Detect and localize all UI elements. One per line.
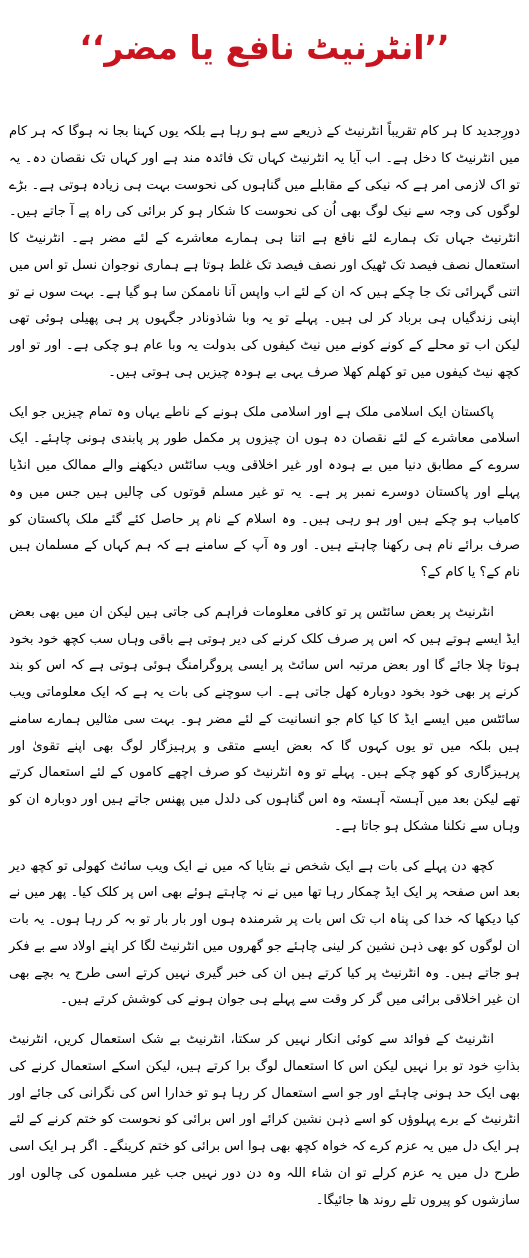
article-paragraph-5: انٹرنیٹ کے فوائد سے کوئی انکار نہیں کر سکتا، انٹرنیٹ بے شک استعمال کریں، انٹرنیٹ بذاتِ خود تو برا نہیں لیکن اس کا استعمال لوگ برا کرتے ہیں، لیکن اسکے استعمال کرنے کی بھی ایک حد ہونی چاہئے اور جو اسے استعمال کر رہا ہو تو خدارا اس کی نگرانی کی جائے اور انٹرنیٹ کے برے پہلوؤں کو اسے ذہن نشین کرائے اور اس برائی کو نحوست کو ختم کرنے کے لئے ہر ایک دل میں یہ عزم کرے کہ خواہ کچھ بھی ہوا اس برائی کو ختم کرینگے۔ اگر ہر ایک اسی طرح دل میں یہ عزم کرلے تو ان شاء اللہ وہ دن دور نہیں جب غیر مسلموں کی چالوں اور سازشوں کو پیروں تلے روند ھا جائیگا۔ bbox=[9, 1032, 520, 1208]
article-paragraph-2: پاکستان ایک اسلامی ملک ہے اور اسلامی ملک ہونے کے ناطے یہاں وہ تمام چیزیں جو ایک اسلامی معاشرے کے لئے نقصان دہ ہوں ان چیزوں پر مکمل طور پر پابندی ہونی چاہئے۔ ایک سروے کے مطابق دنیا میں بے ہودہ اور غیر اخلاقی ویب سائٹس دیکھنے والے ممالک میں انڈیا پہلے اور پاکستان دوسرے نمبر پر ہے۔ یہ تو غیر مسلم قوتوں کی چالیں ہیں جس میں وہ کامیاب ہو چکے ہیں اور ہو رہی ہیں۔ وہ اسلام کے نام پر حاصل کئے گئے ملک پاکستان کو صرف برائے نام ہی رکھنا چاہتے ہیں۔ اور وہ آپ کے سامنے ہے کہ ہم کہاں کے مسلمان ہیں نام کے؟ یا کام کے؟ bbox=[9, 404, 520, 580]
article-paragraph-3: انٹرنیٹ پر بعض سائٹس پر تو کافی معلومات فراہم کی جاتی ہیں لیکن ان میں بھی بعض ایڈ ایسے ہوتے ہیں کہ اس پر صرف کلک کرنے کی دیر ہوتی ہے باقی وہاں سب کچھ خود بخود ہوتا چلا جائے گا اور بعض مرتبہ اس سائٹ پر ایسی پروگرامنگ ہوئی ہوتی ہے کہ اس کو بند کرنے پر بھی خود بخود دوبارہ کھل جاتی ہے۔ اب سوچنے کی بات یہ ہے کہ ایک معلوماتی ویب سائٹس میں ایسے ایڈ کا کیا کام جو انسانیت کے لئے مضر ہو۔ بہت سی مثالیں ہمارے سامنے ہیں بلکہ میں تو یوں کہوں گا کہ بعض ایسے متقی و پرہیزگار لوگ بھی اپنے تقویٰ اور پرہیزگاری کو کھو چکے ہیں۔ پہلے تو وہ انٹرنیٹ کو صرف اچھے کاموں کے لئے استعمال کرتے تھے لیکن بعد میں آہستہ آہستہ وہ اس گناہوں کی دلدل میں پھنس جاتے ہیں اور دوبارہ ان کو وہاں سے نکلنا مشکل ہو جاتا ہے۔ bbox=[9, 604, 520, 834]
article-paragraph-1: دورِجدید کا ہر کام تقریباً انٹرنیٹ کے ذریعے سے ہو رہا ہے بلکہ یوں کہنا بجا نہ ہوگا کہ ہر کام میں انٹرنیٹ کا دخل ہے۔ اب آیا یہ انٹرنیٹ کہاں تک فائدہ مند ہے اور کہاں تک نقصان دہ۔ یہ تو اک لازمی امر ہے کہ نیکی کے مقابلے میں گناہوں کی نحوست بہت ہی زیادہ ہوتی ہے۔ بڑے لوگوں کی وجہ سے نیک لوگ بھی اُن کی نحوست کا شکار ہو کر برائی کی راہ پے آ جاتے ہیں۔ انٹرنیٹ جہاں تک ہمارے لئے نافع ہے اتنا ہی ہمارے معاشرے کے لئے مضر ہے۔ انٹرنیٹ کا استعمال نصف فیصد تک ٹھیک اور نصف فیصد تک غلط ہوتا ہے ہماری نوجوان نسل تو اس میں اتنی گہرائی تک جا چکے ہیں کہ ان کے لئے اب واپس آنا ناممکن سا ہو گیا ہے۔ بہت سوں نے تو اپنی زندگیاں ہی برباد کر لی ہیں۔ پہلے تو یہ وبا شاذونادر جگہوں پر ہی پھیلی ہوئی تھی لیکن اب تو محلے کے کونے کونے میں نیٹ کیفوں کی بدولت یہ وبا عام ہو چکی ہے۔ اور تو اور کچھ نیٹ کیفوں میں تو کھلم کھلا صرف یہی بے ہودہ چیزیں ہی ہوتی ہیں۔ bbox=[9, 124, 520, 380]
article-title: ’’انٹرنیٹ نافع یا مضر‘‘ bbox=[79, 28, 450, 67]
article-body bbox=[9, 119, 520, 1227]
article-paragraph-4: کچھ دن پہلے کی بات ہے ایک شخص نے بتایا کہ میں نے ایک ویب سائٹ کھولی تو کچھ دیر بعد اس صفحہ پر ایک ایڈ چمکار رہا تھا میں نے نہ چاہتے ہوئے بھی اس پر کلک کیا۔ پھر میں نے کیا دیکھا کہ خدا کی پناہ اب تک اس بات پر شرمندہ ہوں اور بار بار تو بہ کر رہا ہوں۔ یہ بات ان لوگوں کو بھی ذہن نشین کر لینی چاہئے جو گھروں میں انٹرنیٹ لگا کر اپنے اولاد سے بے فکر ہو جاتے ہیں۔ وہ انٹرنیٹ پر کیا کرتے ہیں ان کی خبر گیری نہیں کرتے اسی طرح یہ بچے بھی ان غیر اخلاقی برائی میں گر کر وقت سے پہلے ہی جوان ہونے کی کوشش کرتے ہیں۔ bbox=[9, 858, 520, 1008]
